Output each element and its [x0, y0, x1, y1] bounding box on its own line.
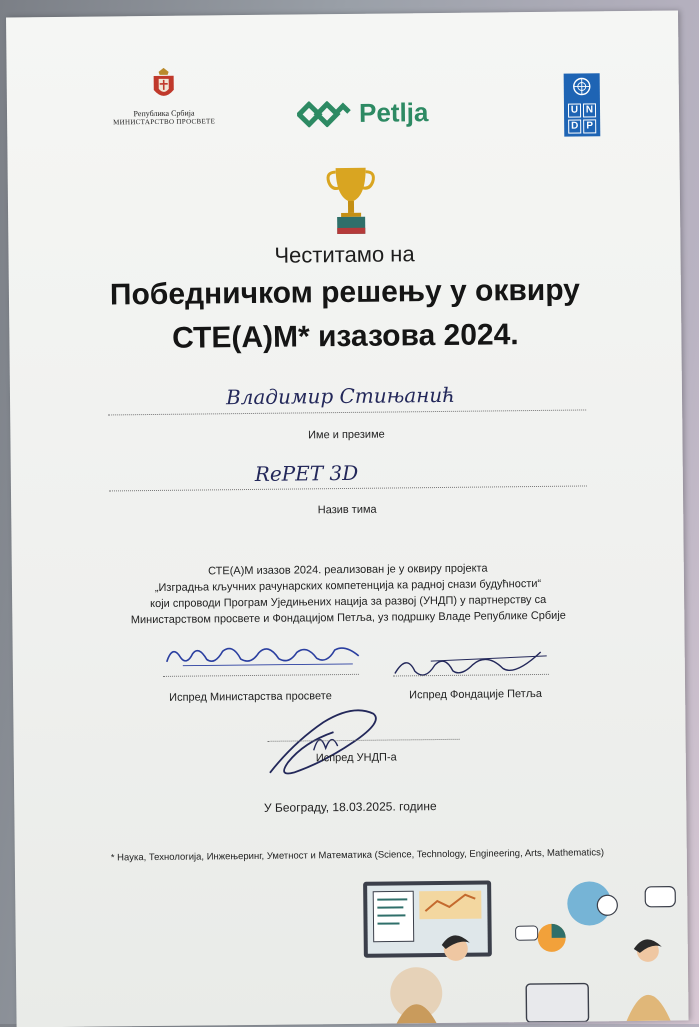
people-with-laptop-illustration — [355, 872, 689, 1023]
undp-letter-d: D — [568, 120, 581, 134]
petlja-mark-icon — [297, 100, 351, 127]
congratulations-heading: Честитамо на — [274, 241, 415, 268]
description-line-1: СТЕ(А)М изазов 2024. реализован је у оквиру пројекта — [208, 562, 488, 578]
ministry-signature-label: Испред Министарства просвете — [169, 690, 332, 704]
place-and-date: У Београду, 18.03.2025. године — [263, 799, 437, 815]
undp-logo — [564, 73, 601, 136]
republic-of-serbia-text: Република Србија — [133, 108, 195, 119]
description-line-3: који спроводи Програм Уједињених нација за развој (УНДП) у партнерству са — [150, 593, 547, 611]
undp-letter-p: P — [583, 119, 596, 133]
description-line-2: „Изградња кључних рачунарских компетенција ка радној снази будућности“ — [154, 577, 542, 594]
un-emblem-icon — [568, 76, 596, 96]
name-line — [108, 409, 586, 415]
ministry-header — [99, 67, 230, 126]
description-line-4: Министарством просвете и Фондацијом Петља, уз подршку Владе Републике Србије — [130, 609, 566, 627]
participant-name-handwritten: Владимир Стињанић — [225, 382, 456, 410]
project-description — [12, 558, 685, 629]
certificate-title-line1: Победничком решењу у оквиру — [109, 273, 581, 312]
petlja-signature — [391, 642, 551, 684]
undp-letter-n: N — [583, 103, 596, 117]
steam-footnote: * Наука, Технологија, Инжењеринг, Уметност и Математика (Science, Technology, Engineering, Arts, Mathematics) — [110, 847, 605, 864]
name-label: Име и презиме — [308, 428, 385, 442]
serbian-coat-of-arms-icon — [151, 68, 177, 102]
petlja-logo — [297, 97, 429, 129]
ministry-signature-line — [163, 674, 359, 677]
petlja-wordmark: Petlja — [358, 97, 429, 128]
certificate-paper — [6, 10, 689, 1027]
team-label: Назив тима — [317, 503, 377, 517]
petlja-signature-label: Испред Фондације Петља — [409, 687, 542, 702]
ministry-signature — [163, 634, 363, 674]
team-name-handwritten: RePET 3D — [254, 460, 359, 486]
certificate-title-line2: СТЕ(А)М* изазова 2024. — [171, 318, 519, 355]
trophy-icon — [326, 164, 377, 237]
undp-letter-u: U — [568, 104, 581, 118]
team-line — [109, 485, 587, 491]
ministry-of-education-text: МИНИСТАРСТВО ПРОСВЕТЕ — [113, 117, 216, 127]
undp-signature-label: Испред УНДП-а — [315, 751, 397, 765]
